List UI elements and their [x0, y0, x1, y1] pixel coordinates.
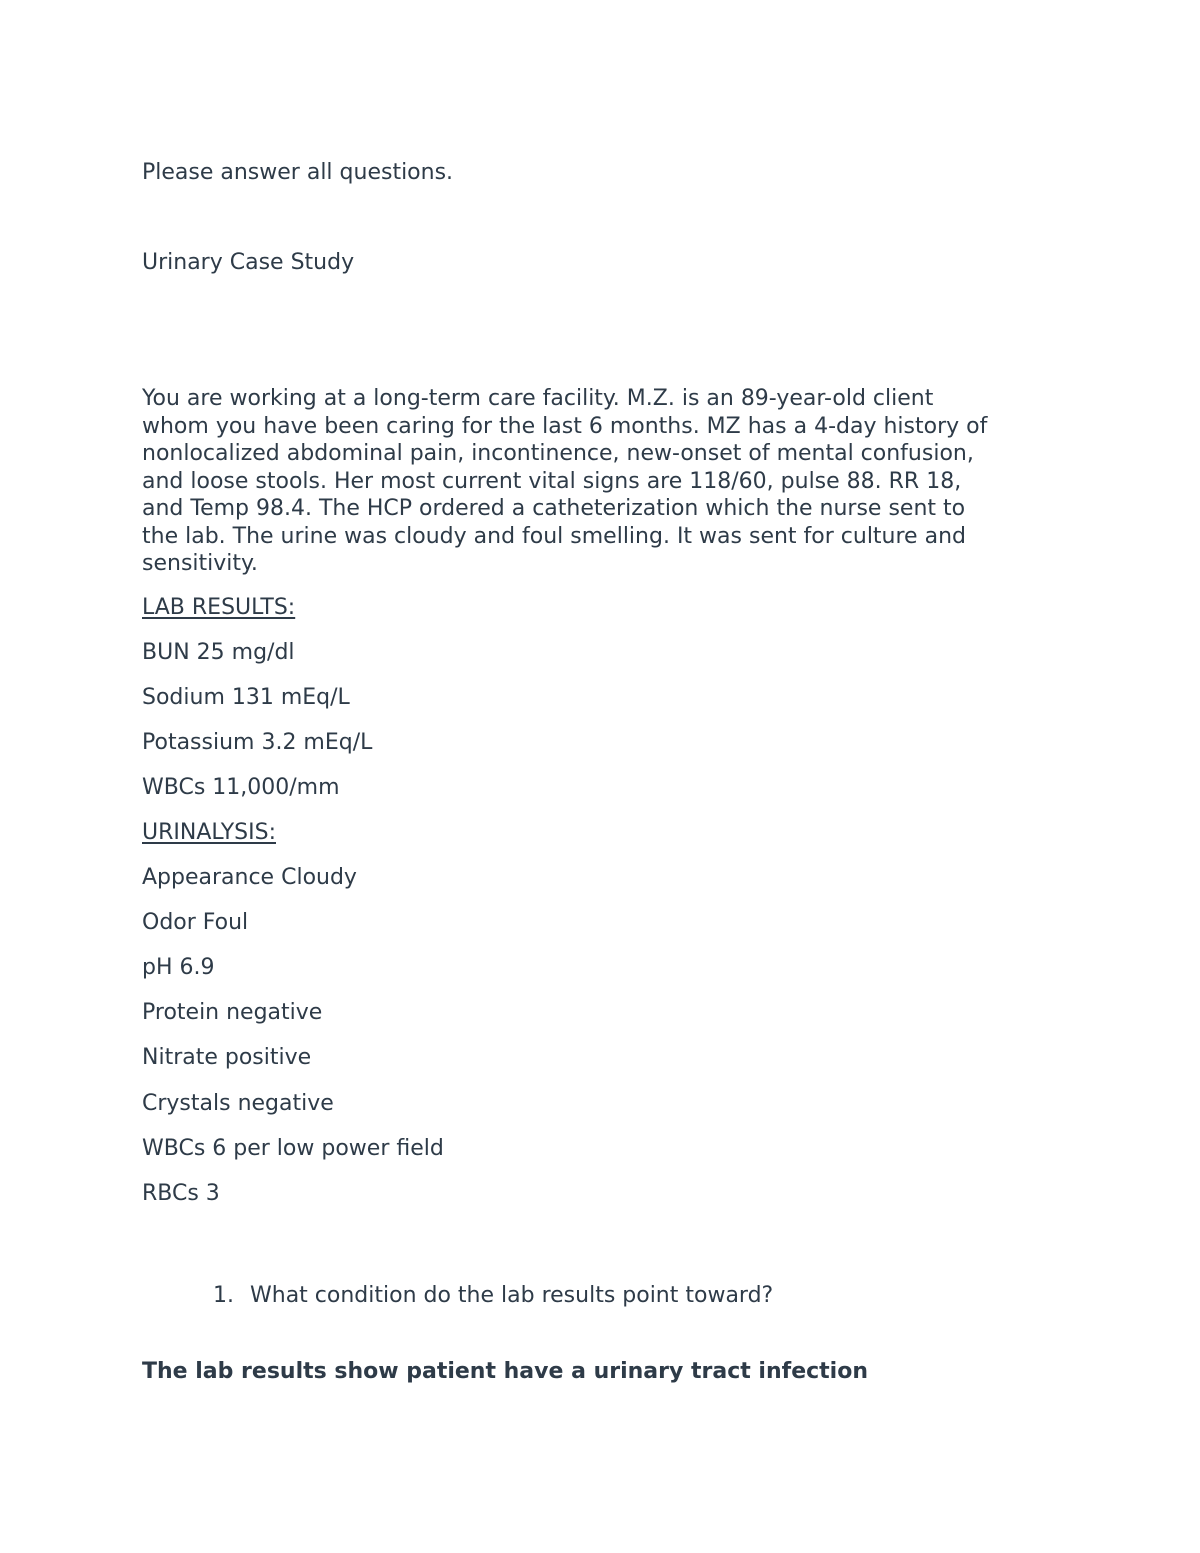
paragraph-line: and Temp 98.4. The HCP ordered a catheterization which the nurse sent to: [142, 496, 966, 521]
paragraph-line: sensitivity.: [142, 551, 258, 576]
urinalysis-item: Odor Foul: [142, 910, 249, 935]
question-text: What condition do the lab results point toward?: [250, 1283, 774, 1308]
document-title: Urinary Case Study: [142, 250, 355, 275]
urinalysis-item: WBCs 6 per low power field: [142, 1136, 444, 1161]
instruction-text: Please answer all questions.: [142, 160, 454, 185]
urinalysis-item: Protein negative: [142, 1000, 323, 1025]
urinalysis-item: Crystals negative: [142, 1091, 334, 1116]
lab-result-item: BUN 25 mg/dl: [142, 640, 295, 665]
paragraph-line: and loose stools. Her most current vital signs are 118/60, pulse 88. RR 18,: [142, 468, 962, 494]
urinalysis-item: RBCs 3: [142, 1181, 220, 1206]
urinalysis-heading: URINALYSIS:: [142, 820, 276, 845]
lab-results-heading: LAB RESULTS:: [142, 595, 296, 620]
paragraph-line: the lab. The urine was cloudy and foul smelling. It was sent for culture and: [142, 523, 966, 549]
urinalysis-item: Nitrate positive: [142, 1045, 312, 1070]
urinalysis-item: Appearance Cloudy: [142, 865, 357, 890]
case-paragraph: [142, 385, 1072, 578]
paragraph-line: You are working at a long-term care facility. M.Z. is an 89-year-old client: [142, 386, 934, 411]
lab-result-item: Potassium 3.2 mEq/L: [142, 730, 373, 755]
urinalysis-item: pH 6.9: [142, 955, 215, 980]
answer-text: The lab results show patient have a urinary tract infection: [142, 1359, 868, 1384]
lab-result-item: WBCs 11,000/mm: [142, 775, 340, 800]
lab-result-item: Sodium 131 mEq/L: [142, 685, 350, 710]
question-number: 1.: [213, 1283, 234, 1308]
paragraph-line: whom you have been caring for the last 6 months. MZ has a 4-day history of: [142, 413, 988, 439]
paragraph-line: nonlocalized abdominal pain, incontinence, new-onset of mental confusion,: [142, 441, 974, 466]
